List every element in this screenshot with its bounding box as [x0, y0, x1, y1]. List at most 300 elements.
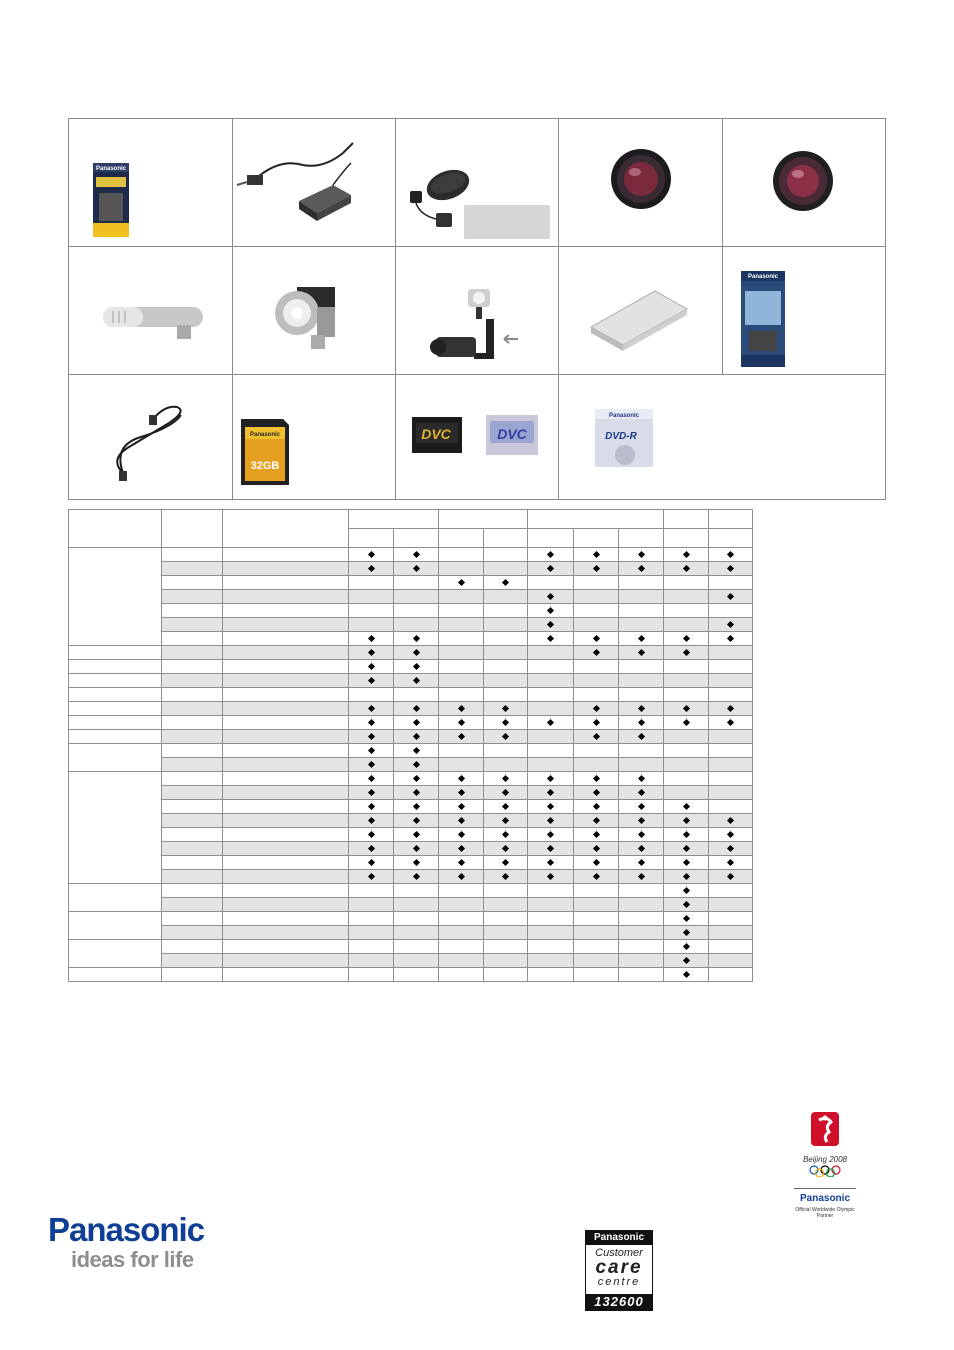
compatibility-cell — [439, 730, 484, 744]
compatible-diamond-icon — [412, 831, 419, 838]
compatibility-cell — [574, 926, 619, 940]
compatibility-cell — [709, 604, 753, 618]
olympic-partner-text: Official Worldwide Olympic Partner — [795, 1207, 855, 1219]
compatibility-cell — [439, 940, 484, 954]
category-cell — [69, 646, 162, 660]
compatibility-cell — [664, 870, 709, 884]
header-cell — [69, 510, 162, 548]
compatibility-cell — [664, 912, 709, 926]
compatible-diamond-icon — [637, 845, 644, 852]
model-header-cell — [664, 529, 709, 548]
compatibility-cell — [439, 856, 484, 870]
description-cell — [223, 590, 349, 604]
compatibility-cell — [528, 940, 574, 954]
compatibility-cell — [619, 632, 664, 646]
description-cell — [223, 562, 349, 576]
description-cell — [223, 926, 349, 940]
compatibility-cell — [709, 842, 753, 856]
battery-pack-label: Panasonic — [95, 166, 127, 172]
compatible-diamond-icon — [457, 873, 464, 880]
compatibility-cell — [709, 646, 753, 660]
compatible-diamond-icon — [547, 551, 554, 558]
part-number-cell — [162, 590, 223, 604]
beijing-2008-emblem-icon — [805, 1110, 845, 1148]
compatibility-cell — [484, 590, 528, 604]
compatible-diamond-icon — [412, 803, 419, 810]
disc-label: DVD-R — [605, 431, 637, 442]
compatibility-cell — [528, 926, 574, 940]
compatibility-cell — [709, 576, 753, 590]
compatibility-cell — [349, 884, 394, 898]
compatibility-cell — [709, 562, 753, 576]
compatibility-cell — [349, 604, 394, 618]
part-number-cell — [162, 786, 223, 800]
compatibility-cell — [349, 856, 394, 870]
compatible-diamond-icon — [637, 551, 644, 558]
compatible-diamond-icon — [502, 873, 509, 880]
compatibility-cell — [484, 842, 528, 856]
compatibility-cell — [439, 968, 484, 982]
compatibility-cell — [394, 604, 439, 618]
description-cell — [223, 758, 349, 772]
table-row — [69, 590, 753, 604]
compatibility-cell — [709, 744, 753, 758]
compatible-diamond-icon — [412, 747, 419, 754]
care-line-centre: centre — [597, 1276, 641, 1288]
compatible-diamond-icon — [367, 761, 374, 768]
part-number-cell — [162, 688, 223, 702]
compatible-diamond-icon — [502, 579, 509, 586]
customer-care-badge — [585, 1230, 653, 1311]
compatible-diamond-icon — [412, 817, 419, 824]
compatibility-cell — [439, 660, 484, 674]
compatibility-cell — [709, 954, 753, 968]
compatibility-cell — [619, 772, 664, 786]
compatible-diamond-icon — [457, 579, 464, 586]
compatible-diamond-icon — [367, 705, 374, 712]
compatibility-cell — [574, 968, 619, 982]
part-number-cell — [162, 576, 223, 590]
compatibility-cell — [528, 898, 574, 912]
compatibility-cell — [349, 562, 394, 576]
compatibility-cell — [664, 674, 709, 688]
compatibility-cell — [619, 702, 664, 716]
compatible-diamond-icon — [727, 635, 734, 642]
header-group-cell — [439, 510, 528, 529]
compatibility-cell — [439, 548, 484, 562]
compatibility-cell — [484, 744, 528, 758]
compatibility-cell — [528, 604, 574, 618]
compatibility-cell — [349, 548, 394, 562]
part-number-cell — [162, 548, 223, 562]
product-stereo-zoom-microphone — [69, 247, 233, 375]
compatible-diamond-icon — [727, 551, 734, 558]
compatibility-cell — [439, 786, 484, 800]
description-cell — [223, 800, 349, 814]
compatibility-cell — [664, 548, 709, 562]
compatible-diamond-icon — [637, 649, 644, 656]
compatibility-cell — [664, 828, 709, 842]
compatibility-cell — [574, 758, 619, 772]
compatibility-cell — [619, 618, 664, 632]
compatible-diamond-icon — [682, 635, 689, 642]
table-row — [69, 898, 753, 912]
compatible-diamond-icon — [637, 635, 644, 642]
compatible-diamond-icon — [367, 551, 374, 558]
tele-lens-image — [723, 119, 885, 247]
compatible-diamond-icon — [367, 649, 374, 656]
compatibility-cell — [528, 632, 574, 646]
compatibility-cell — [394, 744, 439, 758]
compatibility-cell — [619, 926, 664, 940]
compatibility-cell — [394, 660, 439, 674]
compatible-diamond-icon — [367, 873, 374, 880]
compatible-diamond-icon — [547, 635, 554, 642]
compatible-diamond-icon — [592, 873, 599, 880]
sd-card-capacity: 32GB — [250, 460, 280, 472]
compatible-diamond-icon — [502, 733, 509, 740]
compatible-diamond-icon — [367, 803, 374, 810]
product-light-bracket-camcorder — [396, 247, 559, 375]
compatibility-cell — [619, 604, 664, 618]
compatibility-cell — [709, 548, 753, 562]
compatibility-cell — [574, 856, 619, 870]
compatible-diamond-icon — [412, 705, 419, 712]
part-number-cell — [162, 716, 223, 730]
compatibility-cell — [664, 772, 709, 786]
compatible-diamond-icon — [547, 607, 554, 614]
compatible-diamond-icon — [502, 719, 509, 726]
compatibility-cell — [709, 814, 753, 828]
compatible-diamond-icon — [457, 859, 464, 866]
category-cell — [69, 716, 162, 730]
hdmi-pack-label: Panasonic — [747, 274, 779, 280]
compatibility-cell — [709, 968, 753, 982]
compatibility-cell — [439, 814, 484, 828]
compatibility-cell — [484, 604, 528, 618]
part-number-cell — [162, 632, 223, 646]
compatible-diamond-icon — [592, 635, 599, 642]
table-row — [69, 870, 753, 884]
compatibility-cell — [528, 702, 574, 716]
compatible-diamond-icon — [727, 831, 734, 838]
compatibility-cell — [664, 660, 709, 674]
compatibility-cell — [528, 618, 574, 632]
compatible-diamond-icon — [592, 649, 599, 656]
compatibility-cell — [528, 688, 574, 702]
compatible-diamond-icon — [412, 551, 419, 558]
compatibility-cell — [664, 688, 709, 702]
compatible-diamond-icon — [682, 845, 689, 852]
olympic-rings-icon — [805, 1165, 845, 1177]
compatibility-cell — [439, 562, 484, 576]
part-number-cell — [162, 954, 223, 968]
part-number-cell — [162, 562, 223, 576]
compatibility-cell — [574, 660, 619, 674]
compatibility-cell — [574, 646, 619, 660]
compatibility-cell — [439, 954, 484, 968]
compatibility-cell — [664, 576, 709, 590]
part-number-cell — [162, 968, 223, 982]
product-hdmi-cable-pack — [723, 247, 885, 375]
compatibility-cell — [394, 856, 439, 870]
compatibility-cell — [709, 730, 753, 744]
compatible-diamond-icon — [457, 831, 464, 838]
compatible-diamond-icon — [547, 789, 554, 796]
compatibility-cell — [664, 562, 709, 576]
header-cell — [223, 510, 349, 548]
compatible-diamond-icon — [682, 705, 689, 712]
description-cell — [223, 716, 349, 730]
table-row — [69, 954, 753, 968]
part-number-cell — [162, 730, 223, 744]
compatibility-cell — [528, 590, 574, 604]
table-row — [69, 968, 753, 982]
compatible-diamond-icon — [367, 677, 374, 684]
compatibility-cell — [574, 730, 619, 744]
compatibility-cell — [349, 576, 394, 590]
compatibility-cell — [349, 926, 394, 940]
compatibility-cell — [484, 758, 528, 772]
compatible-diamond-icon — [637, 775, 644, 782]
compatible-diamond-icon — [547, 803, 554, 810]
compatibility-cell — [439, 744, 484, 758]
compatibility-cell — [349, 702, 394, 716]
compatibility-cell — [439, 646, 484, 660]
compatibility-cell — [349, 632, 394, 646]
compatible-diamond-icon — [412, 663, 419, 670]
description-cell — [223, 814, 349, 828]
compatibility-cell — [484, 576, 528, 590]
compatible-diamond-icon — [592, 775, 599, 782]
description-cell — [223, 842, 349, 856]
compatibility-cell — [394, 688, 439, 702]
olympic-divider — [794, 1188, 856, 1189]
table-row — [69, 744, 753, 758]
model-header-cell — [394, 529, 439, 548]
compatible-diamond-icon — [592, 551, 599, 558]
compatible-diamond-icon — [637, 803, 644, 810]
compatibility-cell — [619, 814, 664, 828]
brand-tagline: ideas for life — [71, 1247, 194, 1272]
part-number-cell — [162, 884, 223, 898]
compatibility-cell — [349, 898, 394, 912]
compatibility-cell — [349, 688, 394, 702]
compatible-diamond-icon — [457, 719, 464, 726]
compatible-diamond-icon — [682, 957, 689, 964]
compatibility-cell — [709, 660, 753, 674]
compatible-diamond-icon — [682, 929, 689, 936]
compatibility-cell — [349, 646, 394, 660]
compatible-diamond-icon — [367, 635, 374, 642]
care-line-care: care — [595, 1257, 643, 1278]
compatibility-cell — [619, 856, 664, 870]
compatibility-cell — [439, 716, 484, 730]
compatibility-cell — [619, 968, 664, 982]
product-dvd-burner — [559, 247, 723, 375]
compatibility-cell — [619, 548, 664, 562]
care-number: 132600 — [586, 1294, 652, 1310]
header-group-cell — [349, 510, 439, 529]
compatibility-cell — [439, 870, 484, 884]
description-cell — [223, 828, 349, 842]
compatibility-cell — [439, 590, 484, 604]
compatibility-cell — [484, 618, 528, 632]
compatibility-cell — [574, 688, 619, 702]
compatible-diamond-icon — [727, 565, 734, 572]
panasonic-brand — [48, 1212, 204, 1272]
compatibility-cell — [528, 660, 574, 674]
olympic-sponsor-brand: Panasonic — [799, 1193, 851, 1204]
microphone-image — [69, 247, 233, 375]
care-line-customer: Customer — [595, 1247, 643, 1259]
compatibility-cell — [664, 730, 709, 744]
product-battery-pack — [69, 119, 233, 247]
model-header-cell — [619, 529, 664, 548]
table-header-row — [69, 510, 753, 529]
compatibility-cell — [439, 842, 484, 856]
category-cell — [69, 968, 162, 982]
compatibility-cell — [664, 590, 709, 604]
model-header-cell — [574, 529, 619, 548]
compatible-diamond-icon — [412, 761, 419, 768]
compatibility-cell — [394, 786, 439, 800]
compatible-diamond-icon — [367, 719, 374, 726]
compatible-diamond-icon — [367, 789, 374, 796]
compatible-diamond-icon — [547, 621, 554, 628]
compatible-diamond-icon — [592, 859, 599, 866]
compatibility-cell — [528, 730, 574, 744]
compatibility-cell — [484, 772, 528, 786]
compatible-diamond-icon — [637, 873, 644, 880]
compatibility-cell — [664, 926, 709, 940]
compatibility-cell — [709, 870, 753, 884]
table-row — [69, 800, 753, 814]
header-group-cell — [709, 510, 753, 529]
compatibility-cell — [709, 912, 753, 926]
product-sd-card — [233, 375, 396, 499]
compatibility-cell — [574, 590, 619, 604]
compatibility-cell — [394, 800, 439, 814]
compatibility-cell — [349, 814, 394, 828]
compatibility-cell — [709, 786, 753, 800]
compatibility-cell — [484, 660, 528, 674]
compatibility-cell — [664, 632, 709, 646]
compatibility-cell — [439, 604, 484, 618]
compatibility-cell — [394, 814, 439, 828]
compatibility-cell — [574, 548, 619, 562]
category-cell — [69, 688, 162, 702]
description-cell — [223, 968, 349, 982]
compatibility-cell — [574, 842, 619, 856]
compatibility-cell — [439, 618, 484, 632]
table-row — [69, 604, 753, 618]
compatible-diamond-icon — [727, 593, 734, 600]
compatibility-cell — [484, 926, 528, 940]
compatibility-cell — [439, 772, 484, 786]
description-cell — [223, 786, 349, 800]
header-group-cell — [528, 510, 664, 529]
compatibility-cell — [709, 828, 753, 842]
compatibility-cell — [394, 730, 439, 744]
category-cell — [69, 548, 162, 646]
compatibility-cell — [439, 926, 484, 940]
compatibility-cell — [619, 646, 664, 660]
compatibility-cell — [394, 562, 439, 576]
compatibility-cell — [439, 898, 484, 912]
compatibility-cell — [349, 954, 394, 968]
compatibility-cell — [394, 828, 439, 842]
compatibility-cell — [574, 954, 619, 968]
compatibility-cell — [484, 814, 528, 828]
wide-lens-image — [559, 119, 723, 247]
compatible-diamond-icon — [682, 859, 689, 866]
battery-pack-image — [69, 119, 233, 247]
compatibility-cell — [574, 884, 619, 898]
part-number-cell — [162, 758, 223, 772]
disc-brand: Panasonic — [608, 413, 640, 419]
compatibility-cell — [619, 940, 664, 954]
compatible-diamond-icon — [367, 775, 374, 782]
table-row — [69, 772, 753, 786]
compatibility-cell — [619, 898, 664, 912]
compatibility-cell — [484, 884, 528, 898]
description-cell — [223, 660, 349, 674]
compatibility-cell — [619, 954, 664, 968]
table-row — [69, 912, 753, 926]
compatibility-cell — [349, 968, 394, 982]
compatibility-cell — [439, 632, 484, 646]
product-av-cable — [69, 375, 233, 499]
compatibility-cell — [349, 716, 394, 730]
compatible-diamond-icon — [592, 565, 599, 572]
compatibility-cell — [349, 590, 394, 604]
description-cell — [223, 688, 349, 702]
compatibility-cell — [574, 800, 619, 814]
compatibility-cell — [484, 898, 528, 912]
compatible-diamond-icon — [637, 789, 644, 796]
part-number-cell — [162, 828, 223, 842]
category-cell — [69, 744, 162, 772]
compatible-diamond-icon — [682, 803, 689, 810]
compatibility-cell — [664, 744, 709, 758]
compatibility-cell — [574, 562, 619, 576]
compatibility-cell — [394, 758, 439, 772]
header-cell — [162, 510, 223, 548]
table-row — [69, 674, 753, 688]
table-row — [69, 828, 753, 842]
tape-label-light: DVC — [497, 426, 527, 442]
compatibility-cell — [528, 562, 574, 576]
compatibility-cell — [709, 590, 753, 604]
compatible-diamond-icon — [457, 705, 464, 712]
table-row — [69, 884, 753, 898]
compatibility-cell — [574, 870, 619, 884]
video-light-image — [233, 247, 396, 375]
category-cell — [69, 674, 162, 688]
compatible-diamond-icon — [412, 719, 419, 726]
brand-logo: Panasonic — [48, 1211, 205, 1248]
compatible-diamond-icon — [682, 873, 689, 880]
compatibility-cell — [528, 912, 574, 926]
compatibility-cell — [349, 870, 394, 884]
compatibility-cell — [664, 856, 709, 870]
compatibility-cell — [484, 786, 528, 800]
description-cell — [223, 772, 349, 786]
part-number-cell — [162, 898, 223, 912]
part-number-cell — [162, 660, 223, 674]
compatibility-cell — [484, 800, 528, 814]
